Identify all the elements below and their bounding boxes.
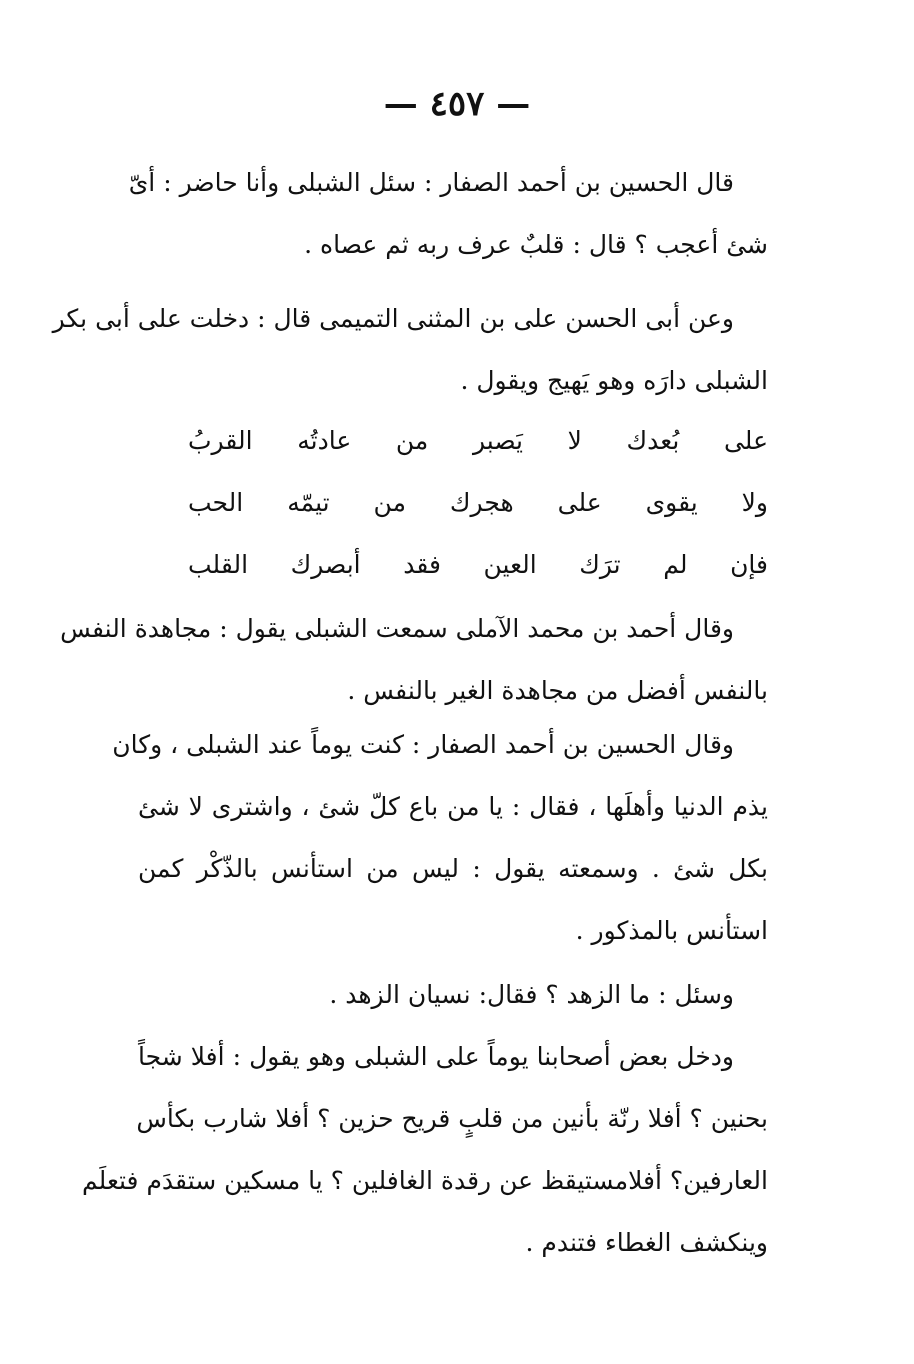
paragraph-3: [60, 598, 768, 722]
paragraph-5: [138, 964, 768, 1026]
text-line: بالنفس أفضل من مجاهدة الغير بالنفس .: [347, 676, 768, 705]
text-line: الشبلى دارَه وهو يَهيج ويقول .: [460, 366, 768, 395]
text-line: بكل شئ . وسمعته يقول : ليس من استأنس بالذّكْر كمن: [138, 854, 768, 883]
text-line: استأنس بالمذكور .: [575, 916, 768, 945]
page-number: — ٤٥٧ —: [383, 84, 531, 124]
text-line: بحنين ؟ أفلا رنّة بأنين من قلبٍ قريح حزين ؟ أفلا شارب بكأس: [136, 1104, 768, 1133]
text-line: شئ أعجب ؟ قال : قلبٌ عرف ربه ثم عصاه .: [304, 230, 768, 259]
text-line: وقال الحسين بن أحمد الصفار : كنت يوماً عند الشبلى ، وكان: [112, 730, 734, 759]
text-line: قال الحسين بن أحمد الصفار : سئل الشبلى وأنا حاضر : أىّ: [128, 168, 734, 197]
poem-verses: [188, 410, 768, 596]
page-body: [52, 152, 768, 1282]
text-line: العارفين؟ أفلامستيقظ عن رقدة الغافلين ؟ يا مسكين ستقدَم فتعلَم: [82, 1166, 768, 1195]
verse-line: ولا يقوى على هجرك من تيمّه الحب: [188, 488, 768, 517]
verse-line: فإن لم ترَك العين فقد أبصرك القلب: [188, 550, 768, 579]
verse-line: على بُعدك لا يَصبر من عادتُه القربُ: [188, 426, 768, 455]
text-line: ودخل بعض أصحابنا يوماً على الشبلى وهو يقول : أفلا شجاً: [138, 1042, 734, 1071]
text-line: وينكشف الغطاء فتندم .: [525, 1228, 768, 1257]
text-line: يذم الدنيا وأهلَها ، فقال : يا من باع كلّ شئ ، واشترى لا شئ: [138, 792, 768, 821]
paragraph-4: [112, 714, 768, 962]
text-line: وسئل : ما الزهد ؟ فقال: نسيان الزهد .: [329, 980, 734, 1009]
paragraph-1: [128, 152, 768, 276]
text-line: وقال أحمد بن محمد الآملى سمعت الشبلى يقول : مجاهدة النفس: [60, 614, 734, 643]
text-line: وعن أبى الحسن على بن المثنى التميمى قال : دخلت على أبى بكر: [52, 304, 734, 333]
paragraph-6: [82, 1026, 768, 1274]
paragraph-2: [52, 288, 768, 412]
